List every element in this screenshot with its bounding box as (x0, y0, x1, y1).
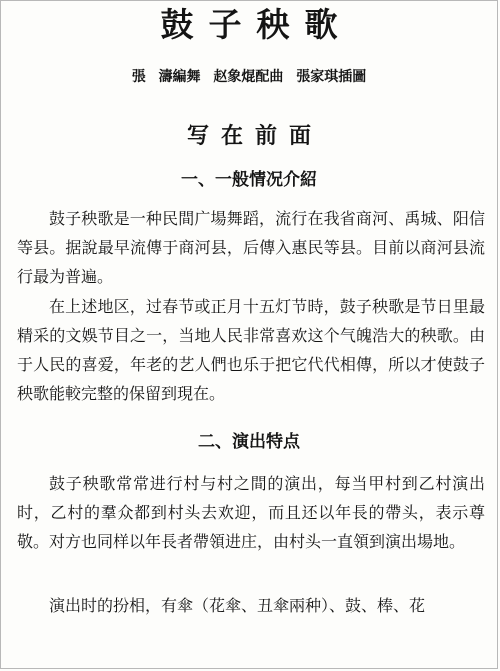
document-title: 鼓子秧歌 (160, 5, 353, 44)
paragraph: 在上述地区，过春节或正月十五灯节時，鼓子秧歌是节日里最精采的文娛节目之一，当地人民非常喜欢这个气魄浩大的秧歌。由于人民的喜爱，年老的艺人們也乐于把它代代相傳，所以才使鼓子秧歌能較完整的保留到現在。 (17, 297, 485, 403)
credits-line: 張 濤編舞 赵象焜配曲 張家琪插圖 (131, 69, 367, 85)
paragraph: 鼓子秧歌是一种民間广場舞蹈，流行在我省商河、禹城、阳信等县。据說最早流傳于商河县，后傳入惠民等县。目前以商河县流行最为普遍。 (17, 209, 485, 286)
section-title: 写在前面 (186, 123, 323, 149)
heading-performance-features: 二、演出特点 (198, 432, 300, 452)
heading-general-introduction: 一、一般情况介紹 (181, 170, 317, 190)
paragraph: 演出时的扮相，有傘（花傘、丑傘兩种）、鼓、棒、花 (49, 596, 426, 615)
paragraph: 鼓子秧歌常常进行村与村之間的演出，每当甲村到乙村演出时，乙村的羣众都到村头去欢迎，而且还以年長的帶头，表示尊敬。对方也同样以年長者帶領进庄，由村头一直領到演出場地。 (17, 474, 485, 551)
